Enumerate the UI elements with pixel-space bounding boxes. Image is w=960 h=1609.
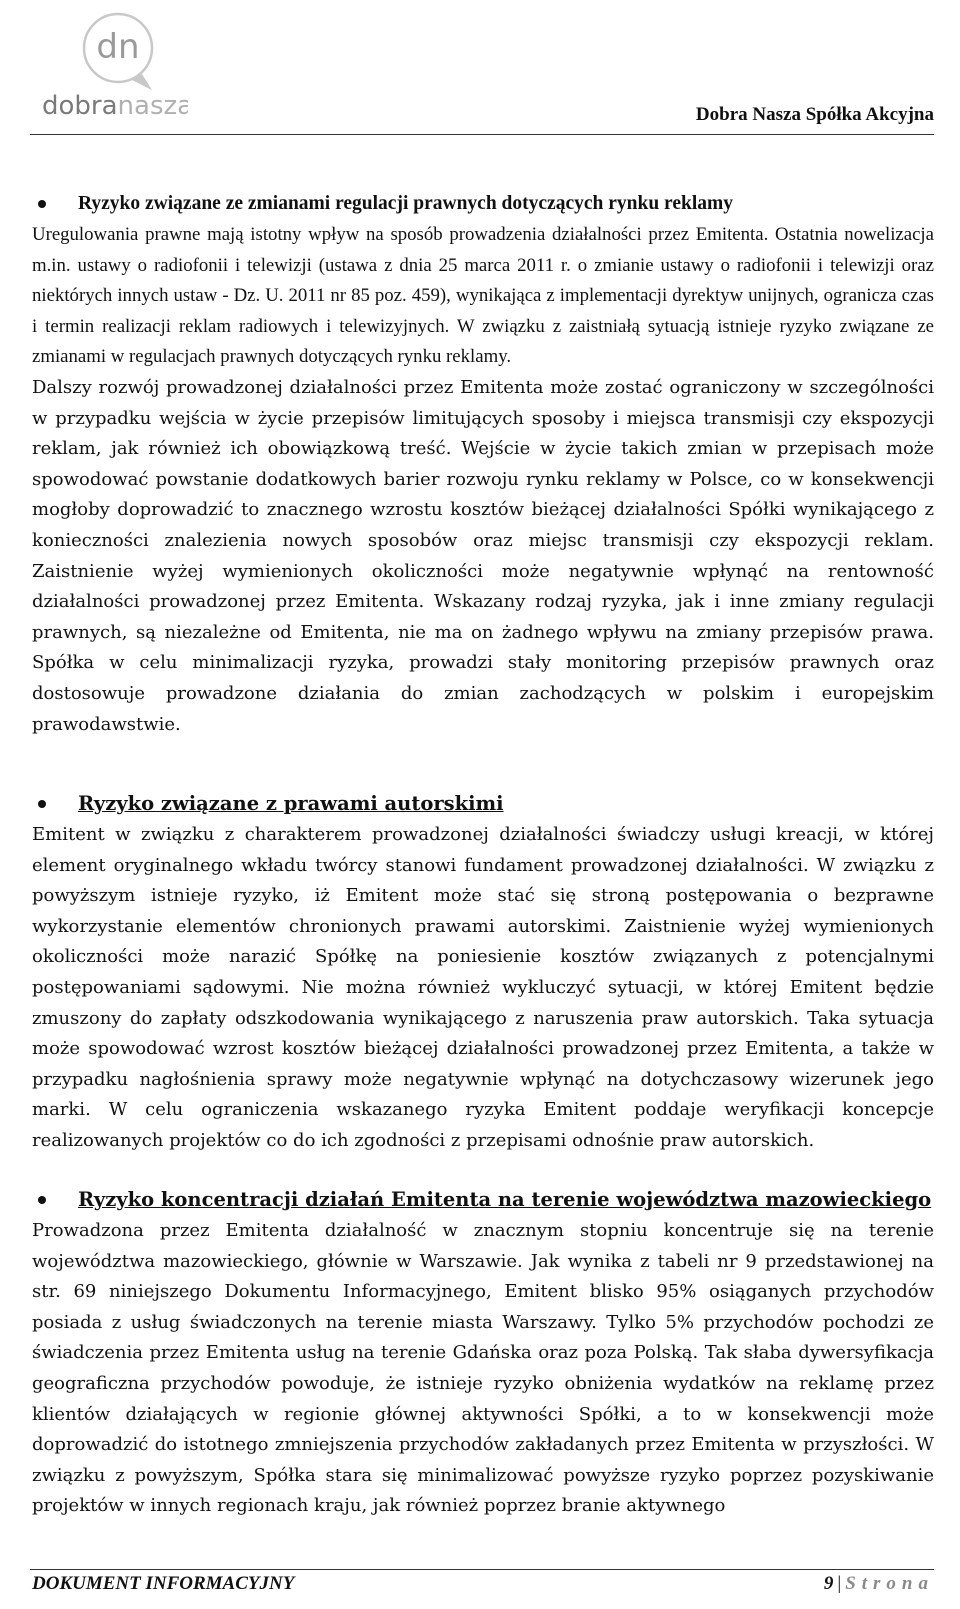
company-name: Dobra Nasza Spółka Akcyjna <box>695 104 934 125</box>
section-body: Dalszy rozwój prowadzonej działalności przez Emitenta może zostać ograniczony w szczególności w przypadku wejścia w życie przepisów limitujących sposoby i miejsca transmisji czy ekspozycji reklam, jak również ich obowiązkową treść. Wejście w życie takich zmian w przepisach może spowodować powstanie dodatkowych barier rozwoju rynku reklamy w Polsce, co w konsekwencji mogłoby doprowadzić to znacznego wzrostu kosztów bieżącej działalności Spółki wynikającego z konieczności znalezienia nowych sposobów oraz miejsc transmisji czy ekspozycji reklam. Zaistnienie wyżej wymienionych okoliczności może negatywnie wpłynąć na rentowność działalności prowadzonej przez Emitenta. Wskazany rodzaj ryzyka, jak i inne zmiany regulacji prawnych, są niezależne od Emitenta, nie ma on żadnego wpływu na zmiany przepisów prawa. Spółka w celu minimalizacji ryzyka, prowadzi stały monitoring przepisów prawnych oraz dostosowuje prowadzone działania do zmian zachodzących w polskim i europejskim prawodawstwie. <box>32 376 934 735</box>
footer-divider <box>30 1569 934 1570</box>
footer-document-title: DOKUMENT INFORMACYJNY <box>32 1573 295 1594</box>
logo-word-suffix: nasza <box>117 91 188 121</box>
company-logo <box>38 6 188 126</box>
footer-separator: | <box>837 1573 842 1594</box>
section-copyright <box>32 788 934 1157</box>
section-regulations <box>32 188 934 740</box>
footer-page-info <box>824 1573 934 1595</box>
section-heading: Ryzyko związane z prawami autorskimi <box>78 792 504 815</box>
section-concentration <box>32 1184 934 1522</box>
logo-mark: dn <box>96 27 140 67</box>
section-body: Prowadzona przez Emitenta działalność w znacznym stopniu koncentruje się na terenie województwa mazowieckiego, głównie w Warszawie. Jak wynika z tabeli nr 9 przedstawionej na str. 69 niniejszego Dokumentu Informacyjnego, Emitent blisko 95% osiąganych przychodów posiada z usług świadczonych na terenie miasta Warszawy. Tylko 5% przychodów pochodzi ze świadczenia przez Emitenta usług na terenie Gdańska oraz poza Polską. Tak słaba dywersyfikacja geograficzna przychodów powoduje, że istnieje ryzyko obniżenia wydatków na reklamę przez klientów działających w regionie głównej aktywności Spółki, a to w konsekwencji może doprowadzić do istotnego zmniejszenia przychodów zakładanych przez Emitenta w przyszłości. W związku z powyższym, Spółka stara się minimalizować powyższe ryzyko poprzez pozyskiwanie projektów w innych regionach kraju, jak również poprzez branie aktywnego <box>32 1220 934 1517</box>
section-body: Emitent w związku z charakterem prowadzonej działalności świadczy usługi kreacji, w której element oryginalnego wkładu twórcy stanowi fundament prowadzonej działalności. W związku z powyższym istnieje ryzyko, iż Emitent może stać się stroną postępowania o bezprawne wykorzystanie elementów chronionych prawami autorskimi. Zaistnienie wyżej wymienionych okoliczności może narazić Spółkę na poniesienie kosztów związanych z potencjalnymi postępowaniami sądowymi. Nie można również wykluczyć sytuacji, w której Emitent będzie zmuszony do zapłaty odszkodowania wynikającego z naruszenia praw autorskich. Taka sytuacja może spowodować wzrost kosztów bieżącej działalności prowadzonej przez Emitenta, a także w przypadku nagłośnienia sprawy może negatywnie wpłynąć na dotychczasowy wizerunek jego marki. W celu ograniczenia wskazanego ryzyka Emitent poddaje weryfikacji koncepcje realizowanych projektów co do ich zgodności z przepisami odnośnie praw autorskich. <box>32 824 934 1151</box>
section-heading: Ryzyko koncentracji działań Emitenta na terenie województwa mazowieckiego <box>78 1188 932 1211</box>
header-divider <box>30 134 934 135</box>
section-intro: Uregulowania prawne mają istotny wpływ na sposób prowadzenia działalności przez Emitenta. Ostatnia nowelizacja m.in. ustawy o radiofonii i telewizji (ustawa z dnia 25 marca 2011 r. o zmianie ustawy o radiofonii i telewizji oraz niektórych innych ustaw - Dz. U. 2011 nr 85 poz. 459), wynikająca z implementacji dyrektyw unijnych, ogranicza czas i termin realizacji reklam radiowych i telewizyjnych. W związku z zaistniałą sytuacją istnieje ryzyko związane ze zmianami w regulacjach prawnych dotyczących rynku reklamy. <box>32 224 934 368</box>
svg-text:dobranasza <box>42 91 188 121</box>
footer-strona-label: Strona <box>845 1573 934 1594</box>
page-number: 9 <box>823 1573 834 1594</box>
logo-word-prefix: dobra <box>42 91 118 121</box>
section-heading: Ryzyko związane ze zmianami regulacji prawnych dotyczących rynku reklamy <box>32 188 934 220</box>
